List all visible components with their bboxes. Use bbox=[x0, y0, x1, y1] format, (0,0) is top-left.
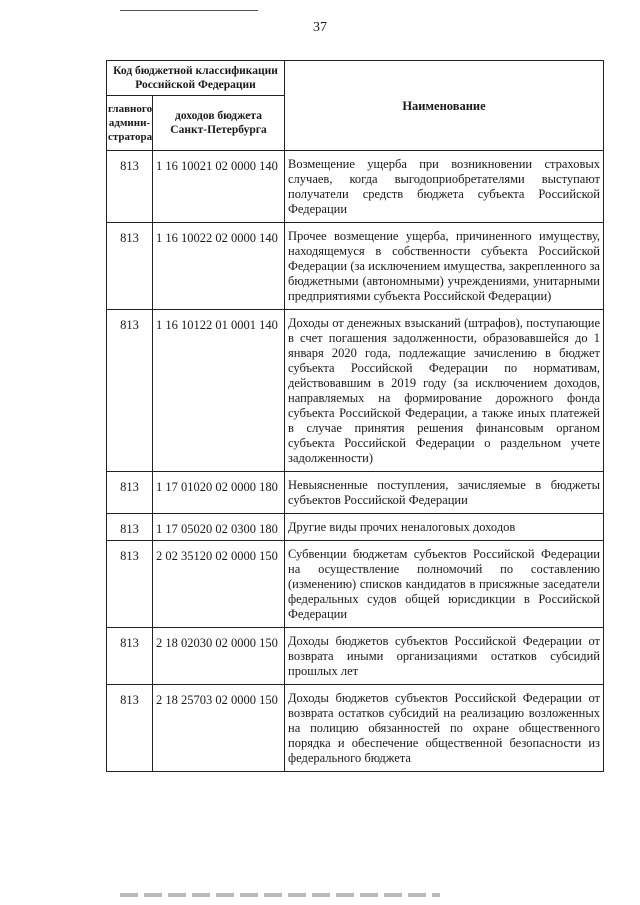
table-row bbox=[107, 685, 604, 772]
table-row bbox=[107, 151, 604, 223]
header-revenue: доходов бюджета Санкт-Петербурга bbox=[153, 96, 285, 151]
revenue-code-cell: 1 16 10122 01 0001 140 bbox=[153, 310, 285, 472]
admin-code-cell: 813 bbox=[107, 223, 153, 310]
revenue-code-cell: 2 18 02030 02 0000 150 bbox=[153, 628, 285, 685]
admin-code-cell: 813 bbox=[107, 628, 153, 685]
admin-code-cell: 813 bbox=[107, 310, 153, 472]
admin-code-cell: 813 bbox=[107, 685, 153, 772]
name-cell: Субвенции бюджетам субъектов Российской Федерации на осуществление полномочий по составлению (изменению) списков кандидатов в присяжные заседатели федеральных судов общей юрисдикции в Российской Федерации bbox=[285, 541, 604, 628]
revenue-code-cell: 2 02 35120 02 0000 150 bbox=[153, 541, 285, 628]
admin-code-cell: 813 bbox=[107, 541, 153, 628]
name-cell: Доходы бюджетов субъектов Российской Федерации от возврата иными организациями остатков субсидий прошлых лет bbox=[285, 628, 604, 685]
admin-code-cell: 813 bbox=[107, 472, 153, 514]
header-code-group: Код бюджетной классификации Российской Федерации bbox=[107, 61, 285, 96]
revenue-code-cell: 1 16 10022 02 0000 140 bbox=[153, 223, 285, 310]
admin-code-cell: 813 bbox=[107, 151, 153, 223]
name-cell: Прочее возмещение ущерба, причиненного имуществу, находящемуся в собственности субъекта Российской Федерации (за исключением имущества, закрепленного за бюджетными (автономными) учреждениями, унитарными предприятиями субъекта Российской Федерации) bbox=[285, 223, 604, 310]
table-row bbox=[107, 628, 604, 685]
table-row bbox=[107, 514, 604, 541]
revenue-code-cell: 1 17 01020 02 0000 180 bbox=[153, 472, 285, 514]
table-row bbox=[107, 472, 604, 514]
revenue-code-cell: 2 18 25703 02 0000 150 bbox=[153, 685, 285, 772]
table-row bbox=[107, 223, 604, 310]
page-footer-strip bbox=[120, 893, 440, 897]
revenue-code-cell: 1 17 05020 02 0300 180 bbox=[153, 514, 285, 541]
table-row bbox=[107, 541, 604, 628]
name-cell: Возмещение ущерба при возникновении страховых случаев, когда выгодоприобретателями выступают получатели средств бюджета субъекта Российской Федерации bbox=[285, 151, 604, 223]
table-row bbox=[107, 310, 604, 472]
name-cell: Доходы бюджетов субъектов Российской Федерации от возврата остатков субсидий на реализацию возложенных на полицию обязанностей по охране общественного порядка и обеспечение общественной безопасности из федерального бюджета bbox=[285, 685, 604, 772]
header-name: Наименование bbox=[285, 61, 604, 151]
admin-code-cell: 813 bbox=[107, 514, 153, 541]
name-cell: Доходы от денежных взысканий (штрафов), поступающие в счет погашения задолженности, образовавшейся до 1 января 2020 года, подлежащие зачислению в бюджет субъекта Российской Федерации по нормативам, действовавшим в 2019 году (за исключением доходов, направляемых на формирование дорожного фонда субъекта Российской Федерации, а также иных платежей в случае принятия решения финансовым органом субъекта Российской Федерации о раздельном учете задолженности) bbox=[285, 310, 604, 472]
budget-classification-table bbox=[106, 60, 604, 772]
page-number: 37 bbox=[313, 20, 327, 35]
revenue-code-cell: 1 16 10021 02 0000 140 bbox=[153, 151, 285, 223]
name-cell: Невыясненные поступления, зачисляемые в бюджеты субъектов Российской Федерации bbox=[285, 472, 604, 514]
top-rule bbox=[120, 10, 258, 11]
header-admin: главного админи-стратора bbox=[107, 96, 153, 151]
name-cell: Другие виды прочих неналоговых доходов bbox=[285, 514, 604, 541]
